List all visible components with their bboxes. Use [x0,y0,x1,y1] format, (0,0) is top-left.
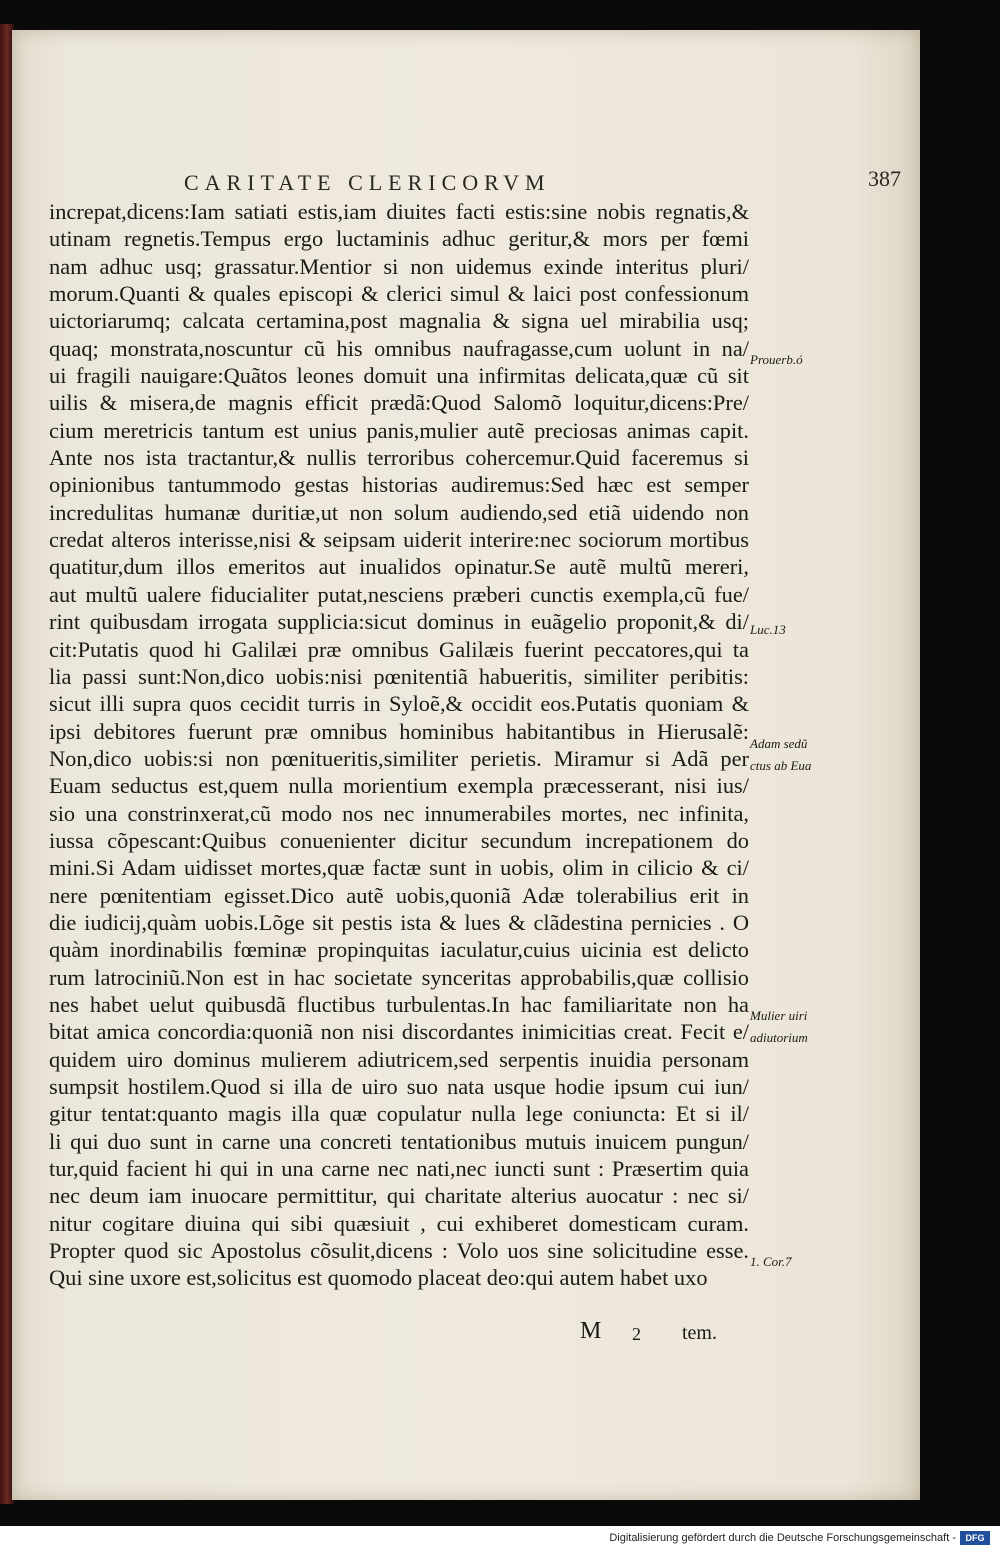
text-line: nam adhuc usq; grassatur.Mentior si non uidemus exinde interitus pluri/ [49,253,749,279]
text-line: incredulitas humanæ duritiæ,ut non solum audiendo,sed etiã uidendo non [49,499,749,525]
text-line: iussa cõpescant:Quibus conuenienter dicitur secundum increpationem do [49,827,749,853]
footer-bar [0,1526,1000,1551]
text-line: Ante nos ista tractantur,& nullis terroribus cohercemur.Quid faceremus si [49,445,749,471]
body-text [49,198,749,1292]
text-line: opinionibus tantummodo gestas historias audiremus:Sed hæc est semper [49,472,749,498]
catchword: tem. [682,1322,717,1344]
text-line: tur,quid facient hi qui in una carne nec nati,nec iuncti sunt : Præsertim quia [49,1156,749,1182]
signature-mark: M [580,1318,602,1344]
margin-note-adam-cont: ctus ab Eua [750,758,812,773]
text-line: rint quibusdam irrogata supplicia:sicut dominus in euãgelio proponit,& di/ [49,609,749,635]
text-line: uictoriarumq; calcata certamina,post magnalia & signa uel mirabilia usq; [49,308,749,334]
text-line: sumpsit hostilem.Quod si illa de uiro suo nata usque hodie ipsum cui iun/ [49,1074,749,1099]
text-line: cium meretricis tantum est unius panis,mulier autẽ preciosas animas capit. [49,417,749,443]
text-line: sicut illi supra quos cecidit turris in Syloẽ,& occidit eos.Putatis quoniam & [49,691,749,717]
margin-note-luke: Luc.13 [750,622,786,637]
text-line: credat alteros interisse,nisi & seipsam uiderit interire:nec sociorum mortibus [49,527,749,553]
margin-note-corinthians: 1. Cor.7 [750,1254,792,1269]
text-line: aut multũ ualere fiducialiter putat,nesciens præberi cunctis exempla,cũ fue/ [49,581,749,607]
text-line: quidem uiro dominus mulierem adiutricem,sed serpentis inuidia personam [49,1046,749,1072]
text-line: cit:Putatis quod hi Galilæi præ omnibus Galilæis fuerint peccatores,qui ta [49,636,749,662]
text-line: quaq; monstrata,noscuntur cũ his omnibus naufragasse,cum uolunt in na/ [49,335,749,361]
text-line: Euam seductus est,quem nulla morientium exempla præcesserant, nisi ius/ [49,773,749,799]
book-page [12,30,920,1500]
text-line: uilis & misera,de magnis efficit prædã:Quod Salomõ loquitur,dicens:Pre/ [49,390,749,416]
text-line: nitur cogitare diuina qui sibi quæsiuit , cui exhiberet domesticam curam. [49,1210,749,1236]
text-line: Qui sine uxore est,solicitus est quomodo placeat deo:qui autem habet uxo [49,1265,708,1291]
text-line: increpat,dicens:Iam satiati estis,iam diuites facti estis:sine nobis regnatis,& [49,199,749,224]
text-line: sio una constrinxerat,cũ modo nos nec innumerabiles mortes, nec infinita, [49,800,749,826]
text-line: mini.Si Adam uidisset mortes,quæ factæ sunt in uobis, olim in cilicio & ci/ [49,855,749,881]
text-line: lia passi sunt:Non,dico uobis:nisi pœnitentiã habueritis, similiter peribitis: [49,663,749,689]
text-line: utinam regnetis.Tempus ergo luctaminis adhuc geritur,& mors per fœmi [49,226,749,252]
text-line: li qui duo sunt in carne una concreti tentationibus mutuis inuicem pungun/ [49,1128,749,1154]
text-line: nes habet uelut quibusdã fluctibus turbulentas.In hac familiaritate non ha [49,991,749,1017]
text-line: rum latrociniũ.Non est in hac societate synceritas approbabilis,quæ collisio [49,964,749,990]
text-line: ipsi debitores fuerunt præ omnibus hominibus habitantibus in Hierusalẽ: [49,718,749,744]
text-line: quatitur,dum illos emeritos aut inualidos opinatur.Se autẽ multũ mereri, [49,554,749,580]
text-line: Propter quod sic Apostolus cõsulit,dicens : Volo uos sine solicitudine esse. [49,1238,749,1264]
text-line: nec deum iam inuocare permittitur, qui charitate alterius auocatur : nec si/ [49,1183,749,1209]
margin-note-adam: Adam sedũ [750,736,808,751]
dfg-logo[interactable]: DFG [960,1531,990,1545]
text-line: Non,dico uobis:si non pœnitueritis,similiter perietis. Miramur si Adã per [49,745,749,771]
text-line: bitat amica concordia:quoniã non nisi discordantes inimicitias creat. Fecit e/ [49,1019,749,1045]
text-line: nere pœnitentiam egisset.Dico autẽ uobis,quoniã Adæ tolerabilius erit in [49,882,749,908]
margin-note-mulier-cont: adiutorium [750,1030,808,1045]
text-line: die iudicij,quàm uobis.Lõge sit pestis ista & lues & clãdestina pernicies . O [49,909,749,935]
signature-number: 2 [632,1324,641,1344]
text-line: ui fragili nauigare:Quãtos leones domuit una infirmitas delicata,quæ cũ sit [49,363,749,389]
text-line: quàm inordinabilis fœminæ propinquitas iaculatur,cuius uicinia est delicto [49,937,749,963]
text-line: morum.Quanti & quales episcopi & clerici simul & laici post confessionum [49,281,749,307]
footer-credit: Digitalisierung gefördert durch die Deutsche Forschungsgemeinschaft - [609,1532,956,1544]
text-line: gitur tentat:quanto magis illa quæ copulatur nulla lege coniuncta: Et si il/ [49,1101,749,1127]
page-number: 387 [868,166,901,191]
margin-note-mulier: Mulier uiri [750,1008,808,1023]
running-head: CARITATE CLERICORVM [184,170,551,195]
margin-note-proverbs: Prouerb.ó [750,352,803,367]
